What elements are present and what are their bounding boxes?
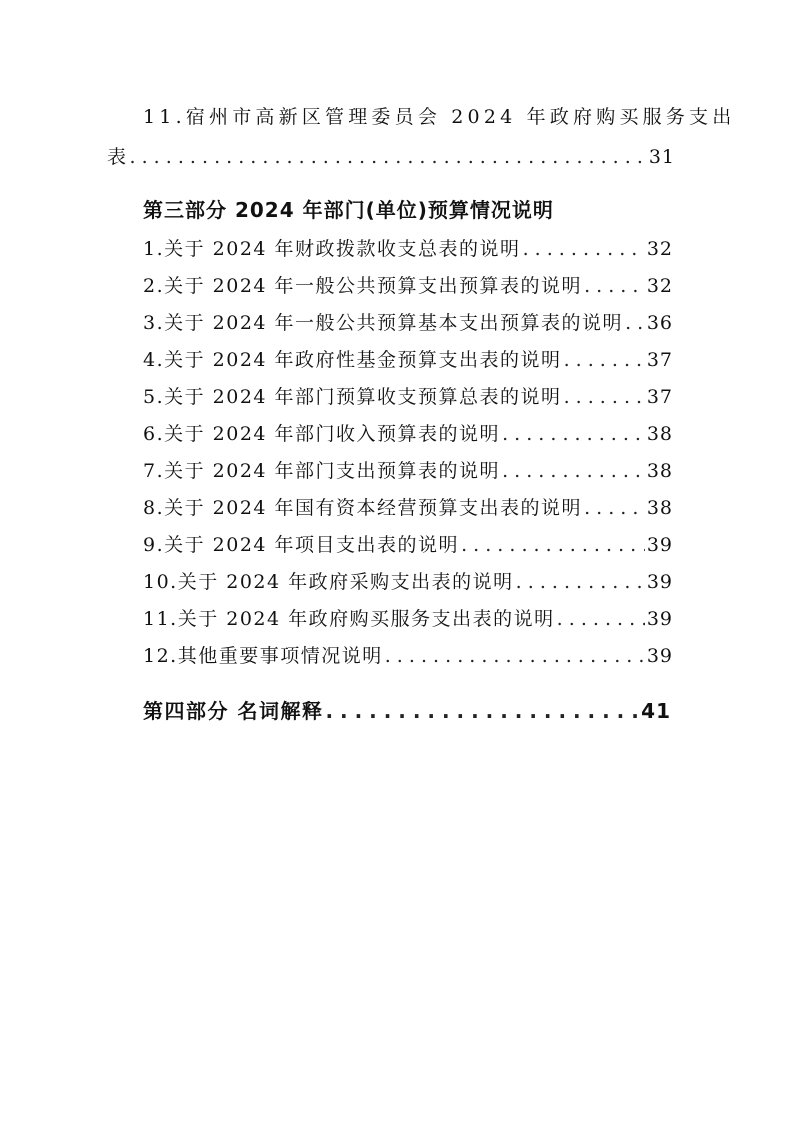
- toc-item: [143, 273, 673, 299]
- toc-item: [143, 495, 673, 521]
- dot-leader: [325, 698, 639, 724]
- toc-page-number: 31: [648, 146, 675, 168]
- dot-leader: [584, 495, 645, 521]
- toc-item-label: 5.关于 2024 年部门预算收支预算总表的说明: [143, 386, 562, 408]
- toc-item-label: 表: [107, 146, 128, 168]
- toc-item-label: 1.关于 2024 年财政拨款收支总表的说明: [143, 238, 521, 260]
- toc-item: [143, 532, 673, 558]
- toc-item: [143, 421, 673, 447]
- toc-page-number: 39: [646, 608, 673, 630]
- toc-item-label: 3.关于 2024 年一般公共预算基本支出预算表的说明: [143, 312, 624, 334]
- toc-item-label: 6.关于 2024 年部门收入预算表的说明: [143, 423, 501, 445]
- toc-item-label: 11.关于 2024 年政府购买服务支出表的说明: [143, 608, 555, 630]
- toc-item: [143, 569, 673, 595]
- toc-page-number: 37: [646, 386, 673, 408]
- toc-item: [143, 458, 673, 484]
- toc-item-label: 7.关于 2024 年部门支出预算表的说明: [143, 460, 501, 482]
- dot-leader: [625, 310, 645, 336]
- toc-item: [143, 310, 673, 336]
- dot-leader: [564, 384, 645, 410]
- dot-leader: [516, 569, 645, 595]
- section-3-heading: 第三部分 2024 年部门(单位)预算情况说明: [143, 198, 554, 222]
- toc-page-number: 41: [641, 699, 671, 723]
- toc-page-number: 39: [646, 645, 673, 667]
- toc-item: [143, 236, 673, 262]
- dot-leader: [502, 458, 645, 484]
- toc-page-number: 38: [646, 423, 673, 445]
- toc-item-label: 10.关于 2024 年政府采购支出表的说明: [143, 571, 514, 593]
- toc-item-label: 4.关于 2024 年政府性基金预算支出表的说明: [143, 349, 562, 371]
- toc-page-number: 39: [646, 571, 673, 593]
- toc-item-label: 8.关于 2024 年国有资本经营预算支出表的说明: [143, 497, 583, 519]
- toc-item-11-line2: [107, 144, 675, 170]
- toc-item: [143, 347, 673, 373]
- toc-page-number: 38: [646, 460, 673, 482]
- toc-item-label: 12.其他重要事项情况说明: [143, 645, 383, 667]
- dot-leader: [502, 421, 645, 447]
- toc-item-11-line1: 11.宿州市高新区管理委员会 2024 年政府购买服务支出: [143, 106, 736, 128]
- toc-item: [143, 643, 673, 669]
- toc-item-label: 第四部分 名词解释: [143, 699, 324, 723]
- toc-page-number: 32: [646, 238, 673, 260]
- toc-item-label: 9.关于 2024 年项目支出表的说明: [143, 534, 460, 556]
- dot-leader: [385, 643, 645, 669]
- toc-item: [143, 606, 673, 632]
- toc-section-4: [143, 698, 671, 724]
- toc-page-number: 37: [646, 349, 673, 371]
- toc-page-number: 32: [646, 275, 673, 297]
- toc-page-number: 39: [646, 534, 673, 556]
- toc-item: [143, 384, 673, 410]
- toc-item-label: 2.关于 2024 年一般公共预算支出预算表的说明: [143, 275, 583, 297]
- dot-leader: [461, 532, 645, 558]
- dot-leader: [564, 347, 645, 373]
- dot-leader: [523, 236, 645, 262]
- dot-leader: [557, 606, 645, 632]
- dot-leader: [130, 144, 647, 170]
- dot-leader: [584, 273, 645, 299]
- toc-page-number: 38: [646, 497, 673, 519]
- toc-page-number: 36: [646, 312, 673, 334]
